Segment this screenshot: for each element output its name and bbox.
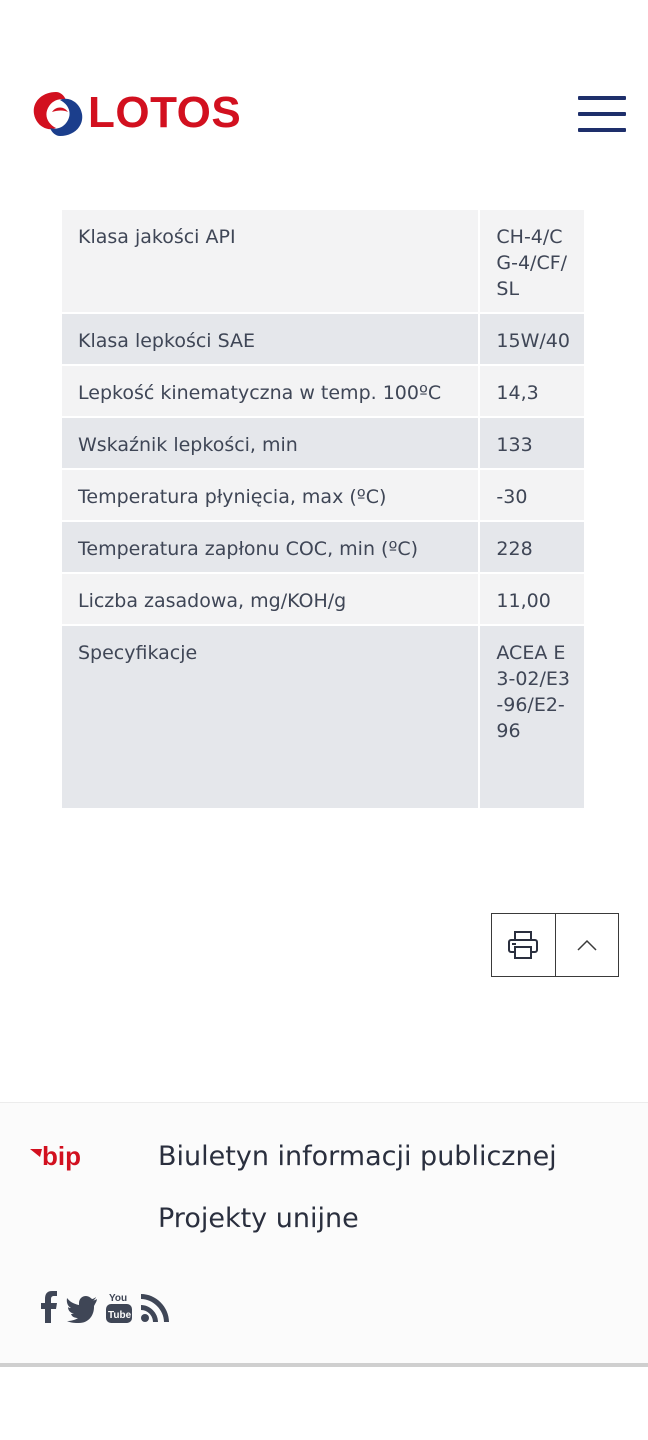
specification-table: [62, 210, 584, 810]
facebook-icon[interactable]: [40, 1291, 58, 1323]
hamburger-menu-button[interactable]: [576, 96, 628, 132]
spec-value: CH-4/CG-4/CF/SL: [479, 210, 584, 313]
printer-icon: [506, 930, 540, 960]
spec-label: Lepkość kinematyczna w temp. 100ºC: [62, 365, 479, 417]
menu-bar: [578, 128, 626, 132]
table-row: [62, 365, 584, 417]
spec-value: 11,00: [479, 573, 584, 625]
youtube-icon[interactable]: [106, 1291, 132, 1323]
spec-value: 14,3: [479, 365, 584, 417]
twitter-icon[interactable]: [66, 1295, 98, 1323]
spec-table-body: [62, 210, 584, 809]
table-row: [62, 521, 584, 573]
spec-label: Klasa jakości API: [62, 210, 479, 313]
brand-wordmark: LOTOS: [88, 88, 242, 137]
spec-label: Liczba zasadowa, mg/KOH/g: [62, 573, 479, 625]
table-row: [62, 210, 584, 313]
bip-logo-text: bip: [42, 1141, 81, 1171]
svg-text:You: You: [109, 1293, 128, 1304]
site-header: [0, 0, 648, 200]
svg-text:Tube: Tube: [108, 1310, 132, 1321]
spec-label: Wskaźnik lepkości, min: [62, 417, 479, 469]
spec-label: Specyfikacje: [62, 625, 479, 809]
spec-label: Temperatura płynięcia, max (ºC): [62, 469, 479, 521]
spec-label: Temperatura zapłonu COC, min (ºC): [62, 521, 479, 573]
spec-label: Klasa lepkości SAE: [62, 313, 479, 365]
page-tools: [491, 913, 619, 977]
print-button[interactable]: [492, 914, 555, 976]
spec-value: -30: [479, 469, 584, 521]
spec-value: 133: [479, 417, 584, 469]
spec-value: 228: [479, 521, 584, 573]
scroll-top-button[interactable]: [555, 914, 619, 976]
site-footer: [0, 1102, 648, 1367]
rss-icon[interactable]: [140, 1291, 172, 1323]
social-links: [40, 1291, 172, 1323]
table-row: [62, 417, 584, 469]
chevron-up-icon: [576, 938, 598, 952]
spec-value: ACEA E3-02/E3-96/E2-96: [479, 625, 584, 809]
menu-bar: [578, 112, 626, 116]
table-row: [62, 625, 584, 809]
bip-link[interactable]: Biuletyn informacji publicznej: [158, 1141, 557, 1172]
spec-value: 15W/40: [479, 313, 584, 365]
lotos-emblem-icon: [34, 92, 83, 136]
table-row: [62, 469, 584, 521]
bip-logo[interactable]: [30, 1141, 100, 1177]
hamburger-menu-icon: [578, 96, 626, 100]
table-row: [62, 313, 584, 365]
eu-projects-link[interactable]: Projekty unijne: [158, 1203, 359, 1234]
table-row: [62, 573, 584, 625]
